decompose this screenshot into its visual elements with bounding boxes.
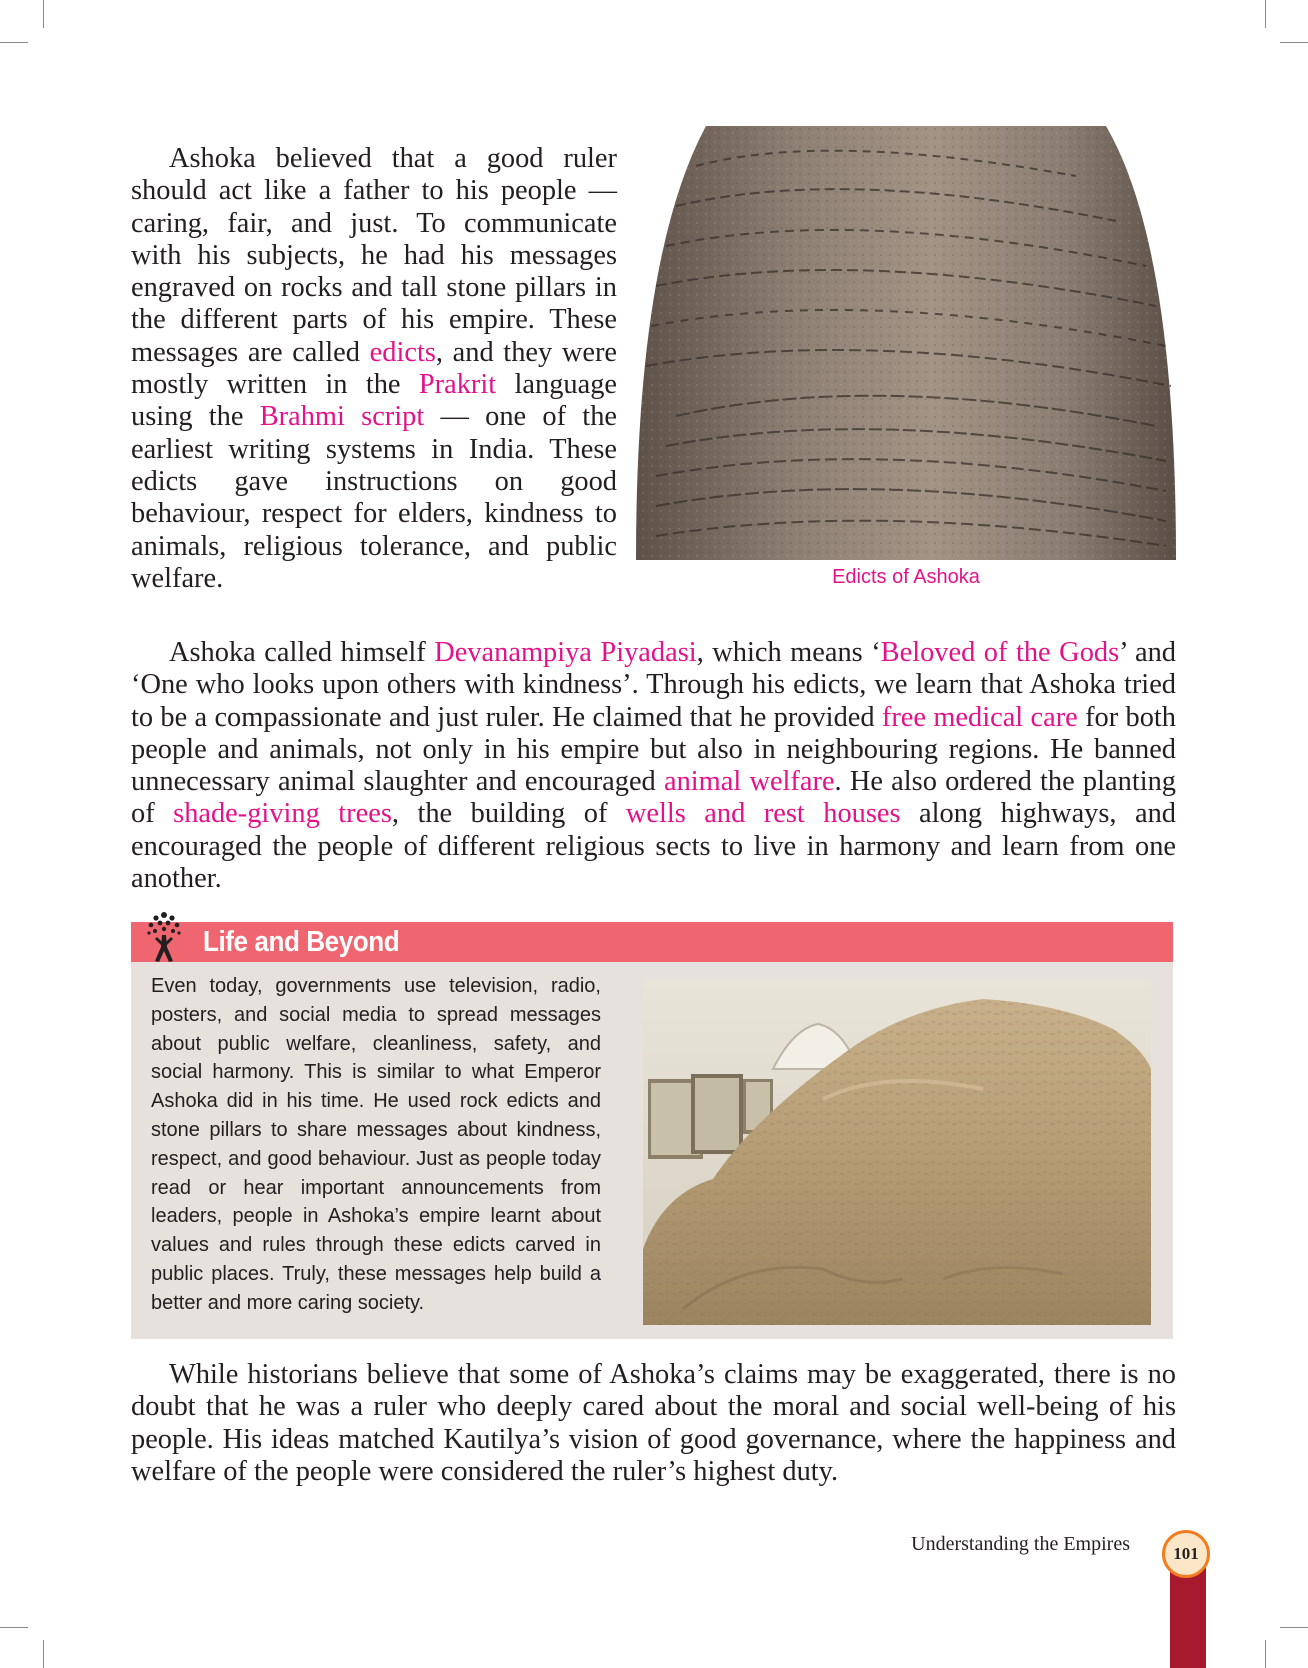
term-beloved-of-the-gods: Beloved of the Gods — [880, 637, 1120, 668]
rock-edict-photo — [643, 979, 1151, 1325]
crop-mark — [43, 1640, 44, 1668]
term-devanampiya-piyadasi: Devanampiya Piyadasi — [434, 637, 697, 668]
text: , and they were mostly written in the — [131, 336, 618, 401]
crop-mark — [1265, 0, 1266, 28]
text: Ashoka called himself — [169, 637, 435, 668]
crop-mark — [1280, 1627, 1308, 1628]
text: along highways, and encouraged the people of different religious sects to live in harmony and learn from one another. — [131, 798, 1176, 895]
box-header — [131, 922, 1173, 962]
text: — one of the earliest writing systems in India. These edicts gave instructions on good behaviour, respect for elders, kindness to animals, religious tolerance, and public welfare. — [131, 401, 617, 594]
text: , the building of — [391, 798, 626, 830]
term-prakrit: Prakrit — [418, 369, 497, 401]
box-text: Even today, governments use television, radio, posters, and social media to spread messages about public welfare, cleanliness, safety, and social harmony. This is similar to what Emperor Ashoka did in his time. He used rock edicts and stone pillars to share messages about kindness, respect, and good behaviour. Just as people today read or hear important announcements from leaders, people in Ashoka’s empire learnt about values and rules through these edicts carved in public places. Truly, these messages help build a better and more caring society. — [151, 975, 601, 1314]
term-animal-welfare: animal welfare — [663, 766, 835, 798]
term-shade-giving-trees: shade-giving trees — [173, 798, 392, 830]
term-edicts: edicts — [369, 336, 436, 368]
life-and-beyond-box — [131, 922, 1173, 1339]
text: , which means ‘ — [696, 637, 881, 668]
text: language using the — [131, 369, 617, 433]
tree-person-icon — [143, 907, 185, 965]
text: . He also ordered the planting of — [131, 766, 1176, 830]
crop-mark — [1265, 1640, 1266, 1668]
term-brahmi-script: Brahmi script — [259, 401, 425, 433]
paragraph-conclusion: While historians believe that some of Ashoka’s claims may be exaggerated, there is no doubt that he was a ruler who deeply cared about the moral and social well-being of his people. His ideas matched Kautilya’s vision of good governance, where the happiness and welfare of the people were considered the ruler’s highest duty. — [131, 1359, 1176, 1487]
term-wells-and-rest-houses: wells and rest houses — [625, 798, 901, 830]
crop-mark — [0, 1627, 28, 1628]
text: Ashoka believed that a good ruler should act like a father to his people — caring, fair, and just. To communicate with his subjects, he had his messages engraved on rocks and tall stone pillars in the different parts of his empire. These messages are called — [131, 143, 617, 368]
text: for both people and animals, not only in his empire but also in neighbouring regions. He banned unnecessary animal slaughter and encouraged — [131, 701, 1176, 798]
paragraph-intro — [131, 143, 617, 595]
paragraph-devanampiya — [131, 637, 1176, 895]
crop-mark — [1280, 42, 1308, 43]
crop-mark — [0, 42, 28, 43]
box-title: Life and Beyond — [203, 926, 400, 958]
chapter-title: Understanding the Empires — [911, 1533, 1130, 1555]
page-number: 101 — [1162, 1530, 1210, 1578]
term-free-medical-care: free medical care — [881, 701, 1078, 733]
page-ribbon — [1170, 1565, 1206, 1668]
text: ’ and ‘One who looks upon others with kindness’. Through his edicts, we learn that Ashoka tried to be a compassionate and just ruler. He claimed that he provided — [131, 637, 1177, 733]
edicts-pillar-photo — [636, 126, 1176, 560]
figure-caption: Edicts of Ashoka — [832, 566, 980, 588]
crop-mark — [43, 0, 44, 28]
